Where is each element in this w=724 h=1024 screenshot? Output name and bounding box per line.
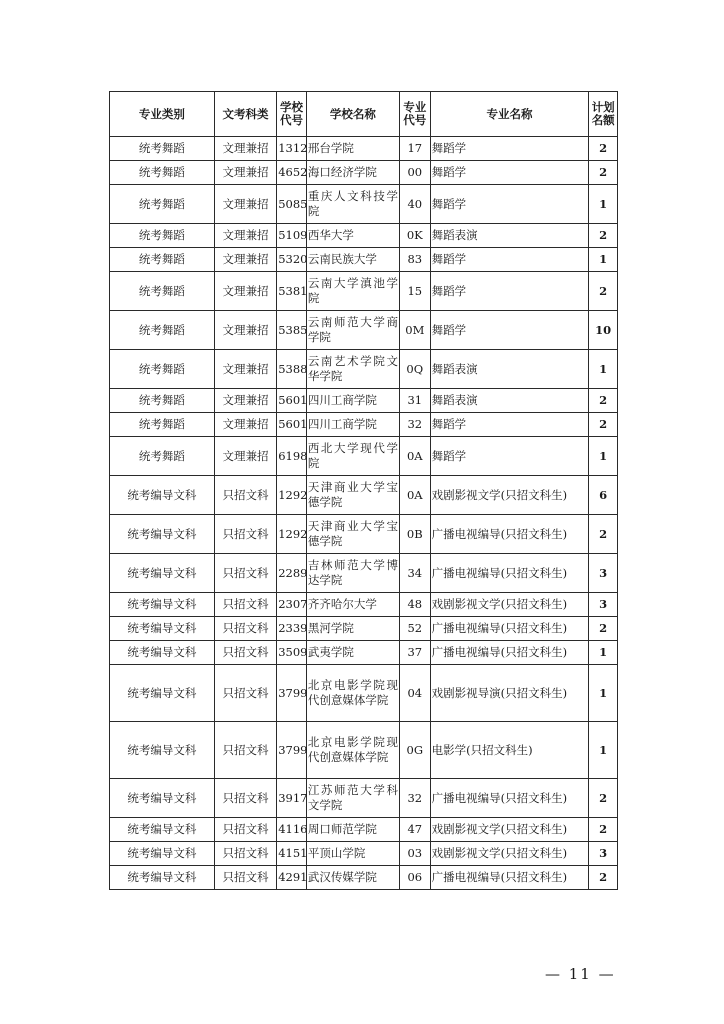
cell-exam-type: 只招文科 — [214, 515, 276, 554]
cell-major-name: 广播电视编导(只招文科生) — [430, 515, 589, 554]
cell-exam-type: 文理兼招 — [214, 413, 276, 437]
header-exam-type: 文考科类 — [214, 92, 276, 137]
table-row — [110, 413, 618, 437]
cell-major-code: 15 — [399, 272, 430, 311]
cell-school-code: 5109 — [277, 224, 307, 248]
cell-school-code: 4652 — [277, 161, 307, 185]
table-row — [110, 311, 618, 350]
cell-major-code: 0M — [399, 311, 430, 350]
cell-school-name: 天津商业大学宝德学院 — [306, 476, 399, 515]
cell-school-name: 云南民族大学 — [306, 248, 399, 272]
table-row — [110, 593, 618, 617]
cell-school-code: 2289 — [277, 554, 307, 593]
cell-school-name: 北京电影学院现代创意媒体学院 — [306, 665, 399, 722]
table-row — [110, 554, 618, 593]
cell-exam-type: 只招文科 — [214, 866, 276, 890]
cell-quota: 1 — [589, 248, 618, 272]
cell-major-name: 舞蹈学 — [430, 137, 589, 161]
cell-quota: 2 — [589, 224, 618, 248]
cell-quota: 1 — [589, 437, 618, 476]
cell-school-code: 2339 — [277, 617, 307, 641]
cell-school-name: 云南艺术学院文华学院 — [306, 350, 399, 389]
cell-school-code: 5320 — [277, 248, 307, 272]
table-row — [110, 248, 618, 272]
cell-category: 统考编导文科 — [110, 866, 215, 890]
cell-major-code: 32 — [399, 779, 430, 818]
cell-major-code: 0Q — [399, 350, 430, 389]
cell-exam-type: 只招文科 — [214, 842, 276, 866]
cell-major-name: 广播电视编导(只招文科生) — [430, 779, 589, 818]
cell-school-name: 云南师范大学商学院 — [306, 311, 399, 350]
cell-school-code: 3799 — [277, 665, 307, 722]
cell-school-code: 1292 — [277, 476, 307, 515]
table-row — [110, 722, 618, 779]
cell-category: 统考舞蹈 — [110, 272, 215, 311]
cell-category: 统考编导文科 — [110, 779, 215, 818]
cell-school-code: 6198 — [277, 437, 307, 476]
table-row — [110, 779, 618, 818]
cell-exam-type: 文理兼招 — [214, 350, 276, 389]
cell-exam-type: 只招文科 — [214, 554, 276, 593]
table-row — [110, 866, 618, 890]
cell-major-name: 舞蹈学 — [430, 272, 589, 311]
table-row — [110, 665, 618, 722]
cell-major-name: 舞蹈学 — [430, 248, 589, 272]
table-row — [110, 476, 618, 515]
cell-exam-type: 只招文科 — [214, 722, 276, 779]
cell-quota: 2 — [589, 818, 618, 842]
cell-major-name: 戏剧影视文学(只招文科生) — [430, 818, 589, 842]
cell-exam-type: 只招文科 — [214, 593, 276, 617]
cell-major-name: 戏剧影视导演(只招文科生) — [430, 665, 589, 722]
cell-quota: 2 — [589, 779, 618, 818]
cell-exam-type: 文理兼招 — [214, 272, 276, 311]
table-body — [110, 137, 618, 890]
cell-major-code: 48 — [399, 593, 430, 617]
cell-school-code: 3799 — [277, 722, 307, 779]
cell-category: 统考编导文科 — [110, 842, 215, 866]
cell-major-code: 00 — [399, 161, 430, 185]
cell-school-code: 5085 — [277, 185, 307, 224]
cell-category: 统考编导文科 — [110, 641, 215, 665]
cell-major-name: 广播电视编导(只招文科生) — [430, 866, 589, 890]
cell-major-code: 06 — [399, 866, 430, 890]
cell-category: 统考舞蹈 — [110, 413, 215, 437]
cell-major-name: 戏剧影视文学(只招文科生) — [430, 593, 589, 617]
cell-school-name: 周口师范学院 — [306, 818, 399, 842]
table-row — [110, 437, 618, 476]
cell-school-name: 齐齐哈尔大学 — [306, 593, 399, 617]
cell-category: 统考舞蹈 — [110, 137, 215, 161]
cell-quota: 2 — [589, 389, 618, 413]
cell-quota: 1 — [589, 350, 618, 389]
cell-major-name: 舞蹈学 — [430, 413, 589, 437]
header-major-name: 专业名称 — [430, 92, 589, 137]
cell-quota: 3 — [589, 554, 618, 593]
table-row — [110, 641, 618, 665]
cell-major-name: 广播电视编导(只招文科生) — [430, 554, 589, 593]
cell-major-name: 广播电视编导(只招文科生) — [430, 641, 589, 665]
cell-major-code: 17 — [399, 137, 430, 161]
enrollment-plan-table — [109, 91, 618, 890]
cell-category: 统考编导文科 — [110, 665, 215, 722]
cell-school-name: 武夷学院 — [306, 641, 399, 665]
cell-quota: 2 — [589, 161, 618, 185]
cell-major-code: 47 — [399, 818, 430, 842]
cell-major-name: 电影学(只招文科生) — [430, 722, 589, 779]
cell-school-code: 1312 — [277, 137, 307, 161]
cell-quota: 6 — [589, 476, 618, 515]
cell-quota: 3 — [589, 842, 618, 866]
cell-school-name: 云南大学滇池学院 — [306, 272, 399, 311]
cell-exam-type: 文理兼招 — [214, 311, 276, 350]
cell-category: 统考舞蹈 — [110, 437, 215, 476]
cell-category: 统考编导文科 — [110, 476, 215, 515]
cell-major-name: 舞蹈学 — [430, 437, 589, 476]
cell-quota: 1 — [589, 641, 618, 665]
cell-school-name: 海口经济学院 — [306, 161, 399, 185]
header-school-code: 学校代号 — [277, 92, 307, 137]
cell-major-name: 戏剧影视文学(只招文科生) — [430, 476, 589, 515]
cell-major-code: 0A — [399, 437, 430, 476]
cell-major-name: 舞蹈学 — [430, 311, 589, 350]
cell-major-code: 0A — [399, 476, 430, 515]
cell-school-name: 西北大学现代学院 — [306, 437, 399, 476]
header-school-name: 学校名称 — [306, 92, 399, 137]
cell-quota: 2 — [589, 137, 618, 161]
table-row — [110, 818, 618, 842]
cell-quota: 2 — [589, 617, 618, 641]
cell-major-code: 03 — [399, 842, 430, 866]
cell-major-code: 40 — [399, 185, 430, 224]
cell-school-code: 1292 — [277, 515, 307, 554]
cell-major-code: 52 — [399, 617, 430, 641]
cell-category: 统考编导文科 — [110, 818, 215, 842]
cell-quota: 3 — [589, 593, 618, 617]
cell-school-name: 四川工商学院 — [306, 389, 399, 413]
cell-quota: 1 — [589, 722, 618, 779]
cell-school-name: 江苏师范大学科文学院 — [306, 779, 399, 818]
cell-school-code: 3509 — [277, 641, 307, 665]
cell-category: 统考编导文科 — [110, 554, 215, 593]
cell-major-code: 34 — [399, 554, 430, 593]
cell-quota: 2 — [589, 413, 618, 437]
cell-school-name: 吉林师范大学博达学院 — [306, 554, 399, 593]
cell-exam-type: 只招文科 — [214, 818, 276, 842]
cell-quota: 10 — [589, 311, 618, 350]
cell-school-name: 西华大学 — [306, 224, 399, 248]
cell-school-code: 3917 — [277, 779, 307, 818]
header-quota: 计划名额 — [589, 92, 618, 137]
cell-major-code: 0B — [399, 515, 430, 554]
cell-school-code: 4116 — [277, 818, 307, 842]
cell-school-name: 北京电影学院现代创意媒体学院 — [306, 722, 399, 779]
cell-exam-type: 文理兼招 — [214, 437, 276, 476]
cell-category: 统考舞蹈 — [110, 350, 215, 389]
cell-school-code: 5601 — [277, 413, 307, 437]
table-row — [110, 137, 618, 161]
cell-quota: 2 — [589, 866, 618, 890]
cell-school-code: 5385 — [277, 311, 307, 350]
cell-major-name: 舞蹈表演 — [430, 389, 589, 413]
cell-major-code: 37 — [399, 641, 430, 665]
header-category: 专业类别 — [110, 92, 215, 137]
table-row — [110, 617, 618, 641]
table-row — [110, 272, 618, 311]
cell-major-name: 舞蹈学 — [430, 161, 589, 185]
cell-school-name: 天津商业大学宝德学院 — [306, 515, 399, 554]
cell-exam-type: 文理兼招 — [214, 161, 276, 185]
cell-category: 统考舞蹈 — [110, 248, 215, 272]
table-row — [110, 185, 618, 224]
cell-category: 统考舞蹈 — [110, 311, 215, 350]
cell-exam-type: 文理兼招 — [214, 137, 276, 161]
table-row — [110, 842, 618, 866]
cell-quota: 1 — [589, 665, 618, 722]
cell-major-code: 0G — [399, 722, 430, 779]
page-number: — 11 — — [545, 965, 616, 983]
cell-school-name: 重庆人文科技学院 — [306, 185, 399, 224]
cell-exam-type: 只招文科 — [214, 641, 276, 665]
cell-school-code: 5388 — [277, 350, 307, 389]
cell-exam-type: 只招文科 — [214, 476, 276, 515]
cell-school-name: 黑河学院 — [306, 617, 399, 641]
table-row — [110, 350, 618, 389]
cell-category: 统考编导文科 — [110, 617, 215, 641]
cell-exam-type: 文理兼招 — [214, 248, 276, 272]
header-major-code: 专业代号 — [399, 92, 430, 137]
cell-major-name: 舞蹈表演 — [430, 350, 589, 389]
cell-school-code: 5601 — [277, 389, 307, 413]
cell-category: 统考编导文科 — [110, 593, 215, 617]
cell-exam-type: 文理兼招 — [214, 389, 276, 413]
cell-school-name: 四川工商学院 — [306, 413, 399, 437]
cell-school-code: 4291 — [277, 866, 307, 890]
cell-category: 统考舞蹈 — [110, 224, 215, 248]
table-header-row — [110, 92, 618, 137]
cell-major-name: 舞蹈学 — [430, 185, 589, 224]
cell-exam-type: 只招文科 — [214, 665, 276, 722]
cell-category: 统考编导文科 — [110, 515, 215, 554]
cell-quota: 1 — [589, 185, 618, 224]
cell-school-name: 平顶山学院 — [306, 842, 399, 866]
cell-category: 统考舞蹈 — [110, 185, 215, 224]
cell-exam-type: 只招文科 — [214, 779, 276, 818]
cell-exam-type: 文理兼招 — [214, 185, 276, 224]
table-row — [110, 161, 618, 185]
cell-exam-type: 文理兼招 — [214, 224, 276, 248]
cell-major-code: 04 — [399, 665, 430, 722]
cell-major-code: 31 — [399, 389, 430, 413]
cell-school-code: 4151 — [277, 842, 307, 866]
cell-school-code: 2307 — [277, 593, 307, 617]
cell-school-name: 邢台学院 — [306, 137, 399, 161]
cell-major-name: 广播电视编导(只招文科生) — [430, 617, 589, 641]
cell-major-code: 0K — [399, 224, 430, 248]
cell-major-name: 舞蹈表演 — [430, 224, 589, 248]
cell-quota: 2 — [589, 515, 618, 554]
cell-school-code: 5381 — [277, 272, 307, 311]
table-row — [110, 515, 618, 554]
cell-school-name: 武汉传媒学院 — [306, 866, 399, 890]
cell-major-code: 83 — [399, 248, 430, 272]
cell-quota: 2 — [589, 272, 618, 311]
cell-major-name: 戏剧影视文学(只招文科生) — [430, 842, 589, 866]
table-row — [110, 224, 618, 248]
cell-category: 统考舞蹈 — [110, 161, 215, 185]
table-row — [110, 389, 618, 413]
cell-major-code: 32 — [399, 413, 430, 437]
cell-category: 统考编导文科 — [110, 722, 215, 779]
cell-category: 统考舞蹈 — [110, 389, 215, 413]
cell-exam-type: 只招文科 — [214, 617, 276, 641]
